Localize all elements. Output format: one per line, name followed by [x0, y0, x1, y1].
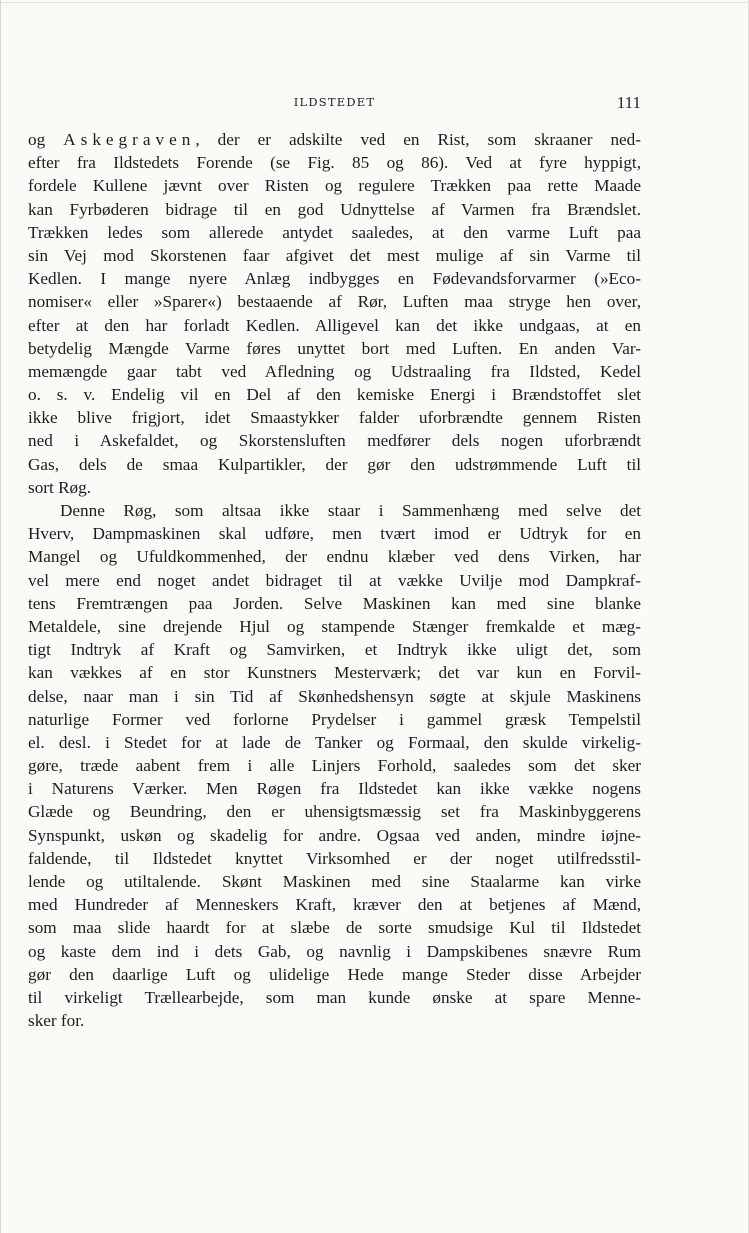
text-line: gør den daarlige Luft og ulidelige Hede mange Steder disse Arbejder	[28, 964, 641, 984]
spaced-term: Askegraven	[63, 130, 196, 149]
text-line: faldende, til Ildstedet knyttet Virksomhed er der noget utilfredsstil-	[28, 848, 641, 868]
top-edge-rule	[1, 2, 749, 3]
page-header	[28, 93, 641, 113]
text-line: fordele Kullene jævnt over Risten og regulere Trækken paa rette Maade	[28, 176, 641, 196]
text-line: memængde gaar tabt ved Afledning og Udstraaling fra Ildsted, Kedel	[28, 361, 641, 381]
text-line: vel mere end noget andet bidraget til at vække Uvilje mod Dampkraf-	[28, 570, 641, 590]
text-line: ned i Askefaldet, og Skorstensluften medfører dels nogen uforbrændt	[28, 431, 641, 451]
page-number: 111	[616, 93, 641, 112]
text-line: naturlige Former ved forlorne Prydelser i gammel græsk Tempelstil	[28, 709, 641, 729]
text-line: Hverv, Dampmaskinen skal udføre, men tvært imod er Udtryk for en	[28, 524, 641, 544]
text-line: med Hundreder af Menneskers Kraft, kræver den at betjenes af Mænd,	[28, 895, 641, 915]
text-line: Mangel og Ufuldkommenhed, der endnu klæber ved dens Virken, har	[28, 547, 641, 567]
text-line: tigt Indtryk af Kraft og Samvirken, et Indtryk ikke uligt det, som	[28, 640, 641, 660]
text-line: Kedlen. I mange nyere Anlæg indbygges en Fødevandsforvarmer (»Eco-	[28, 269, 641, 289]
text-line: tens Fremtrængen paa Jorden. Selve Maskinen kan med sine blanke	[28, 593, 641, 613]
text-line: betydelig Mængde Varme føres unyttet bort med Luften. En anden Var-	[28, 338, 641, 358]
text-line: sin Vej mod Skorstenen faar afgivet det mest mulige af sin Varme til	[28, 245, 641, 265]
text-line: o. s. v. Endelig vil en Del af den kemiske Energi i Brændstoffet slet	[28, 385, 641, 405]
text-line: delse, naar man i sin Tid af Skønhedshensyn søgte at skjule Maskinens	[28, 686, 641, 706]
text-line: til virkeligt Trællearbejde, som man kunde ønske at spare Menne-	[28, 987, 641, 1007]
text-line: efter fra Ildstedets Forende (se Fig. 85 og 86). Ved at fyre hyppigt,	[28, 153, 641, 173]
text-line: Denne Røg, som altsaa ikke staar i Sammenhæng med selve det	[60, 501, 641, 520]
first-line-pre: og	[28, 130, 64, 149]
text-line	[28, 128, 641, 151]
text-line: sker for.	[28, 1011, 85, 1031]
body-text	[28, 128, 641, 1032]
text-line: kan Fyrbøderen bidrage til en god Udnyttelse af Varmen fra Brændslet.	[28, 199, 641, 219]
text-line: som maa slide haardt for at slæbe de sorte smudsige Kul til Ildstedet	[28, 918, 641, 938]
first-line-post: , der er adskilte ved en Rist, som skraaner ned-	[195, 130, 642, 149]
text-line: og kaste dem ind i dets Gab, og navnlig i Dampskibenes snævre Rum	[28, 941, 641, 961]
text-line: ikke blive frigjort, idet Smaastykker falder uforbrændte gennem Risten	[28, 408, 641, 428]
text-line: gøre, træde aabent frem i alle Linjers Forhold, saaledes som det sker	[28, 756, 641, 776]
text-line: efter at den har forladt Kedlen. Alligevel kan det ikke undgaas, at en	[28, 315, 641, 335]
text-line: i Naturens Værker. Men Røgen fra Ildstedet kan ikke vække nogens	[28, 779, 641, 799]
text-line: Glæde og Beundring, den er uhensigtsmæssig set fra Maskinbyggerens	[28, 802, 641, 822]
text-line: Gas, dels de smaa Kulpartikler, der gør den udstrømmende Luft til	[28, 454, 641, 474]
text-line: Metaldele, sine drejende Hjul og stampende Stænger fremkalde et mæg-	[28, 616, 641, 636]
text-line: nomiser« eller »Sparer«) bestaaende af Rør, Luften maa stryge hen over,	[28, 292, 641, 312]
text-line: Synspunkt, uskøn og skadelig for andre. Ogsaa ved anden, mindre iøjne-	[28, 825, 641, 845]
text-line: el. desl. i Stedet for at lade de Tanker og Formaal, den skulde virkelig-	[28, 732, 641, 752]
text-line: Trækken ledes som allerede antydet saaledes, at den varme Luft paa	[28, 222, 641, 242]
running-head: ILDSTEDET	[293, 95, 376, 109]
text-line: sort Røg.	[28, 477, 92, 497]
text-line: kan vækkes af en stor Kunstners Mesterværk; det var kun en Forvil-	[28, 663, 641, 683]
text-line: lende og utiltalende. Skønt Maskinen med sine Staalarme kan virke	[28, 872, 641, 891]
